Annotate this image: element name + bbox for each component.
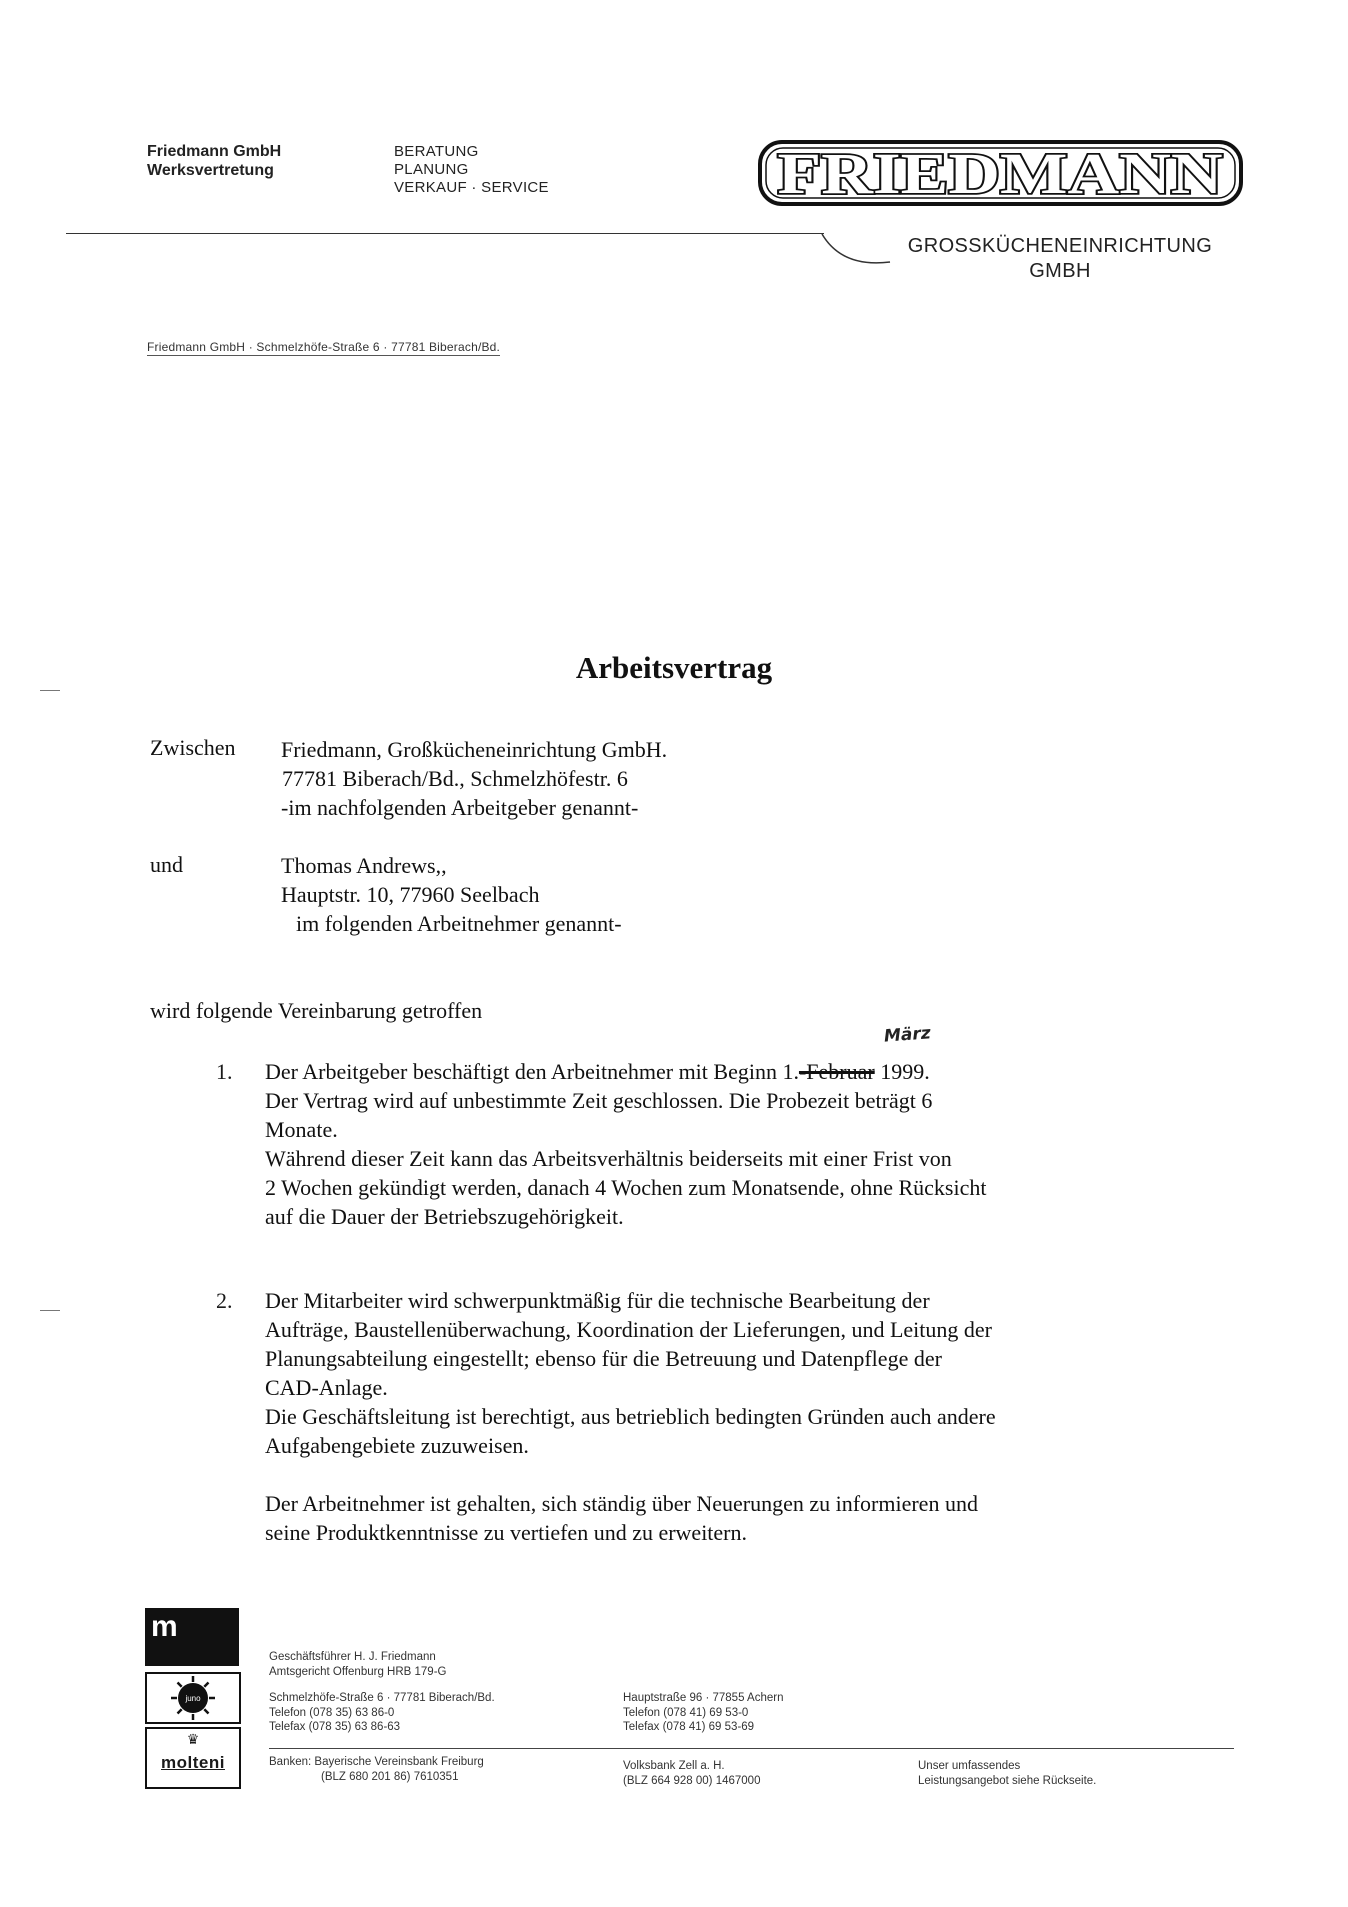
clause-line: seine Produktkenntnisse zu vertiefen und zu erweitern. xyxy=(265,1520,748,1545)
clause-line: auf die Dauer der Betriebszugehörigkeit. xyxy=(265,1204,624,1229)
footer-line: Telefon (078 41) 69 53-0 xyxy=(623,1706,749,1719)
footer-address-biberach xyxy=(269,1691,495,1735)
footer-address-achern xyxy=(623,1691,783,1735)
partner-logo-juno xyxy=(145,1672,241,1724)
clause-line: Der Vertrag wird auf unbestimmte Zeit geschlossen. Die Probezeit beträgt 6 xyxy=(265,1088,933,1113)
clause-line: Während dieser Zeit kann das Arbeitsverhältnis beiderseits mit einer Frist von xyxy=(265,1146,952,1171)
clause-line: Aufgabengebiete zuzuweisen. xyxy=(265,1433,529,1458)
fold-mark xyxy=(40,690,60,691)
footer-line: Amtsgericht Offenburg HRB 179-G xyxy=(269,1665,447,1678)
molteni-text: molteni xyxy=(161,1753,225,1772)
molteni-emblem-icon: ♛ xyxy=(186,1733,200,1748)
logo-wordmark: FRIEDMANN xyxy=(777,141,1223,206)
footer-line: Schmelzhöfe-Straße 6 · 77781 Biberach/Bd. xyxy=(269,1692,495,1704)
partner-logo-molteni xyxy=(145,1727,241,1789)
employee-line: im folgenden Arbeitnehmer genannt- xyxy=(296,911,622,936)
footer-line: Telefax (078 35) 63 86-63 xyxy=(269,1721,401,1733)
agreement-intro: wird folgende Vereinbarung getroffen xyxy=(150,998,483,1023)
logo-m-text: m xyxy=(151,1610,178,1643)
service-item: VERKAUF · SERVICE xyxy=(394,179,549,196)
clause-line: CAD-Anlage. xyxy=(265,1375,388,1400)
company-tagline xyxy=(880,234,1240,284)
handwritten-correction: März xyxy=(883,1023,932,1047)
clause-2-text xyxy=(265,1286,1135,1460)
document-title: Arbeitsvertrag xyxy=(575,650,773,685)
juno-text: juno xyxy=(185,1694,201,1703)
footer-rule xyxy=(269,1748,1234,1749)
clause-line: Der Mitarbeiter wird schwerpunktmäßig für die technische Bearbeitung der xyxy=(265,1288,930,1313)
footer-line: Hauptstraße 96 · 77855 Achern xyxy=(623,1692,784,1704)
service-item: BERATUNG xyxy=(394,143,479,160)
clause-number: 2. xyxy=(216,1288,233,1313)
company-subtitle: Werksvertretung xyxy=(147,162,274,179)
clause-text: 1999. xyxy=(874,1059,930,1084)
employer-line: -im nachfolgenden Arbeitgeber genannt- xyxy=(281,795,639,820)
employer-line: 77781 Biberach/Bd., Schmelzhöfestr. 6 xyxy=(282,766,628,791)
company-name: Friedmann GmbH xyxy=(147,143,282,160)
service-item: PLANUNG xyxy=(394,161,469,178)
footer-management xyxy=(269,1650,446,1679)
struck-text: -Februar xyxy=(798,1059,875,1084)
employee-line: Hauptstr. 10, 77960 Seelbach xyxy=(281,882,540,907)
services-list xyxy=(394,143,549,197)
footer-bank-2 xyxy=(623,1759,760,1788)
footer-line: Banken: Bayerische Vereinsbank Freiburg xyxy=(269,1756,484,1768)
clause-line: 2 Wochen gekündigt werden, danach 4 Wochen zum Monatsende, ohne Rücksicht xyxy=(265,1175,987,1200)
footer-line: Geschäftsführer H. J. Friedmann xyxy=(269,1651,436,1663)
footer-line: (BLZ 664 928 00) 1467000 xyxy=(623,1774,761,1787)
clause-line: Planungsabteilung eingestellt; ebenso für die Betreuung und Datenpflege der xyxy=(265,1346,942,1371)
partner-logo-m xyxy=(145,1608,239,1666)
footer-line: (BLZ 680 201 86) 7610351 xyxy=(321,1770,459,1783)
juno-sun-icon xyxy=(147,1674,239,1722)
footer-bank-1 xyxy=(269,1755,484,1784)
employer-block xyxy=(281,735,667,822)
employee-line: Thomas Andrews,, xyxy=(281,853,447,878)
clause-2-extra-text xyxy=(265,1489,1135,1547)
clause-line: Aufträge, Baustellenüberwachung, Koordination der Lieferungen, und Leitung der xyxy=(265,1317,992,1342)
clause-text: Der Arbeitgeber beschäftigt den Arbeitnehmer mit Beginn 1. xyxy=(265,1059,799,1084)
clause-line xyxy=(265,1057,1125,1086)
employer-line: Friedmann, Großkücheneinrichtung GmbH. xyxy=(281,737,668,762)
clause-line: Monate. xyxy=(265,1117,338,1142)
employee-block xyxy=(281,851,622,938)
footer-line: Volksbank Zell a. H. xyxy=(623,1760,725,1772)
tagline-line: GROSSKÜCHENEINRICHTUNG xyxy=(907,235,1213,257)
footer-line: Unser umfassendes xyxy=(918,1760,1021,1772)
footer-note xyxy=(918,1759,1096,1788)
header-rule xyxy=(66,233,824,234)
friedmann-logo xyxy=(758,138,1243,208)
clause-number: 1. xyxy=(216,1059,233,1084)
company-name-block xyxy=(147,142,281,180)
clause-line: Der Arbeitnehmer ist gehalten, sich ständig über Neuerungen zu informieren und xyxy=(265,1491,978,1516)
sender-address-line: Friedmann GmbH · Schmelzhöfe-Straße 6 · 77781 Biberach/Bd. xyxy=(147,340,501,354)
footer-line: Telefax (078 41) 69 53-69 xyxy=(623,1721,755,1733)
clause-1-text xyxy=(265,1057,1125,1231)
tagline-line: GMBH xyxy=(1029,260,1091,282)
clause-line: Die Geschäftsleitung ist berechtigt, aus betrieblich bedingten Gründen auch andere xyxy=(265,1404,996,1429)
label-and: und xyxy=(150,852,183,877)
footer-line: Telefon (078 35) 63 86-0 xyxy=(269,1706,395,1719)
label-between: Zwischen xyxy=(150,735,236,760)
footer-line: Leistungsangebot siehe Rückseite. xyxy=(918,1774,1097,1787)
fold-mark xyxy=(40,1310,60,1311)
